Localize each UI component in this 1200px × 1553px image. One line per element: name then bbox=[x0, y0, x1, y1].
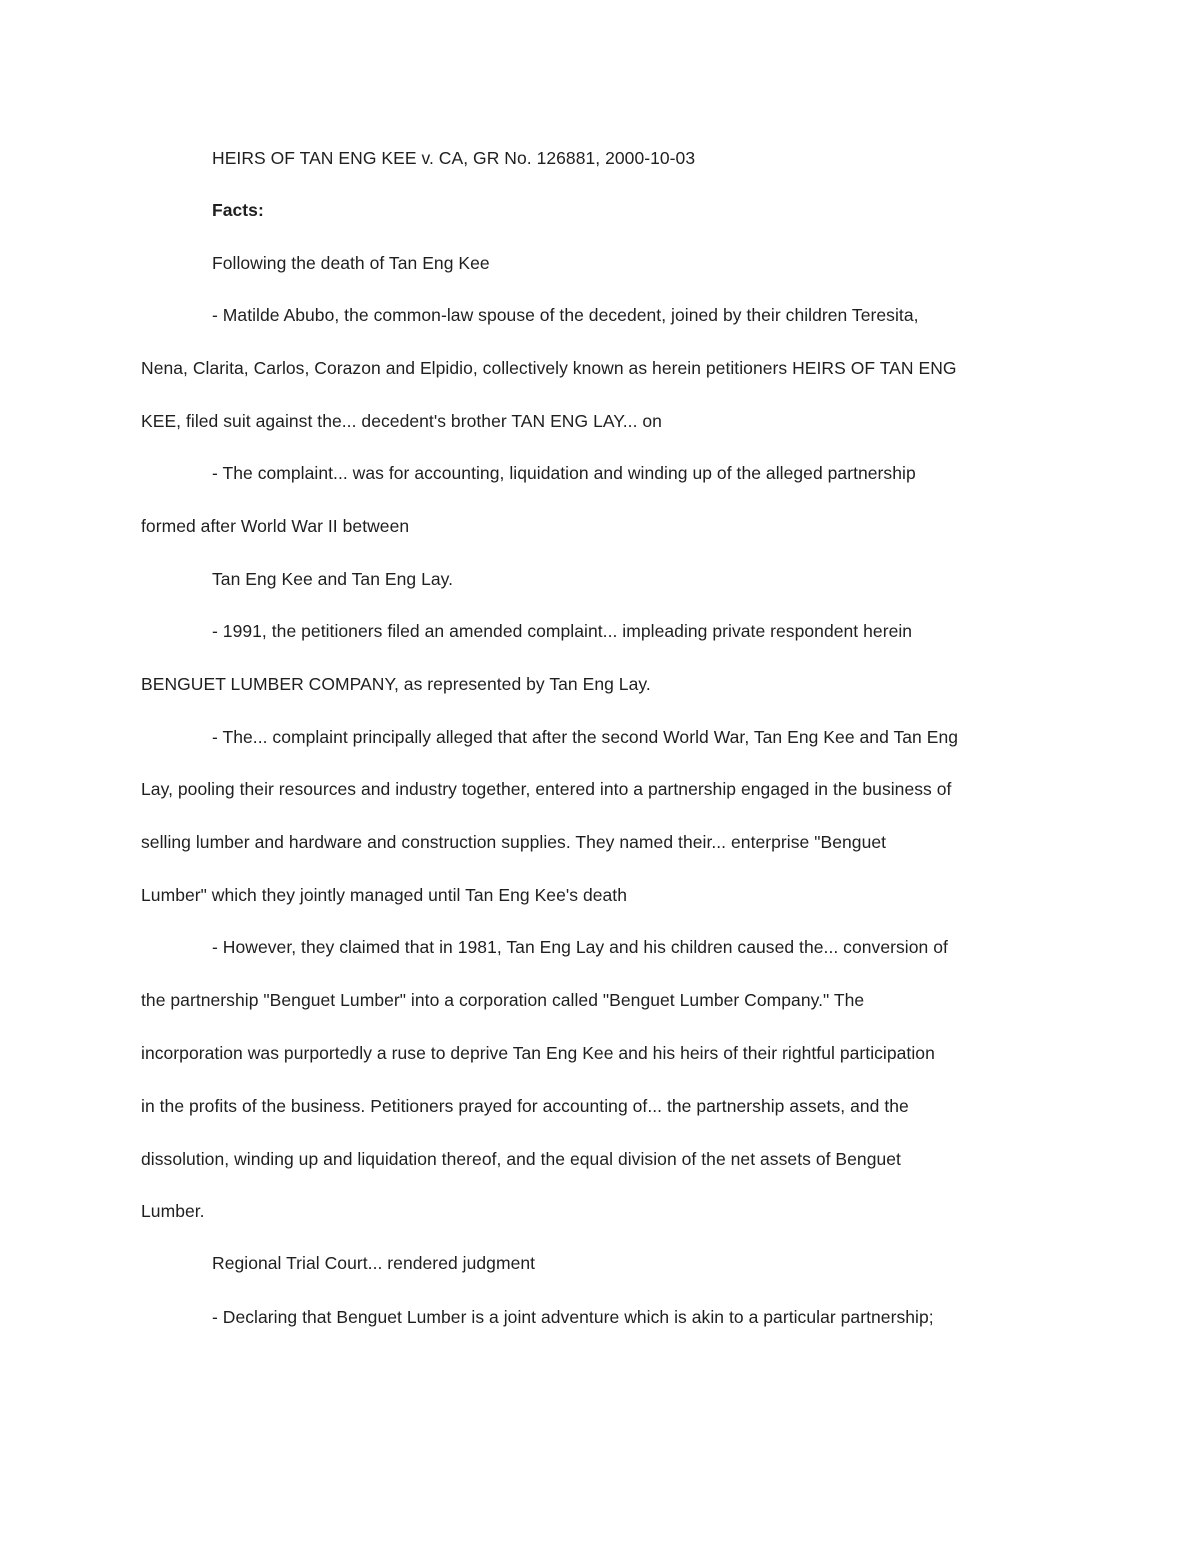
text-line: Tan Eng Kee and Tan Eng Lay. bbox=[212, 569, 454, 589]
text-line: selling lumber and hardware and construction supplies. They named their... enterprise "Benguet bbox=[141, 832, 887, 852]
text-line: Following the death of Tan Eng Kee bbox=[212, 253, 490, 273]
text-line: KEE, filed suit against the... decedent's brother TAN ENG LAY... on bbox=[141, 411, 662, 431]
text-line: in the profits of the business. Petitioners prayed for accounting of... the partnership assets, and the bbox=[141, 1096, 909, 1116]
text-line: - Declaring that Benguet Lumber is a joint adventure which is akin to a particular partnership; bbox=[212, 1307, 934, 1327]
text-line: Lumber" which they jointly managed until Tan Eng Kee's death bbox=[141, 885, 628, 905]
case-title: HEIRS OF TAN ENG KEE v. CA, GR No. 126881, 2000-10-03 bbox=[212, 148, 696, 168]
text-line: Lumber. bbox=[141, 1201, 205, 1221]
text-line: Lay, pooling their resources and industry together, entered into a partnership engaged in the business of bbox=[141, 779, 952, 799]
text-line: - The complaint... was for accounting, liquidation and winding up of the alleged partnership bbox=[212, 463, 916, 483]
text-line: - 1991, the petitioners filed an amended complaint... impleading private respondent herein bbox=[212, 621, 913, 641]
text-line: the partnership "Benguet Lumber" into a corporation called "Benguet Lumber Company." The bbox=[141, 990, 865, 1010]
facts-heading: Facts: bbox=[212, 200, 264, 220]
text-line: dissolution, winding up and liquidation thereof, and the equal division of the net assets of Benguet bbox=[141, 1149, 901, 1169]
text-line: - The... complaint principally alleged that after the second World War, Tan Eng Kee and Tan Eng bbox=[212, 727, 959, 747]
text-line: - However, they claimed that in 1981, Tan Eng Lay and his children caused the... conversion of bbox=[212, 937, 948, 957]
text-line: formed after World War II between bbox=[141, 516, 410, 536]
text-line: Nena, Clarita, Carlos, Corazon and Elpidio, collectively known as herein petitioners HEIRS OF TAN ENG bbox=[141, 358, 957, 378]
text-line: BENGUET LUMBER COMPANY, as represented by Tan Eng Lay. bbox=[141, 674, 651, 694]
text-line: Regional Trial Court... rendered judgment bbox=[212, 1253, 536, 1273]
text-line: - Matilde Abubo, the common-law spouse of the decedent, joined by their children Teresita, bbox=[212, 305, 919, 325]
text-line: incorporation was purportedly a ruse to deprive Tan Eng Kee and his heirs of their rightful participation bbox=[141, 1043, 935, 1063]
